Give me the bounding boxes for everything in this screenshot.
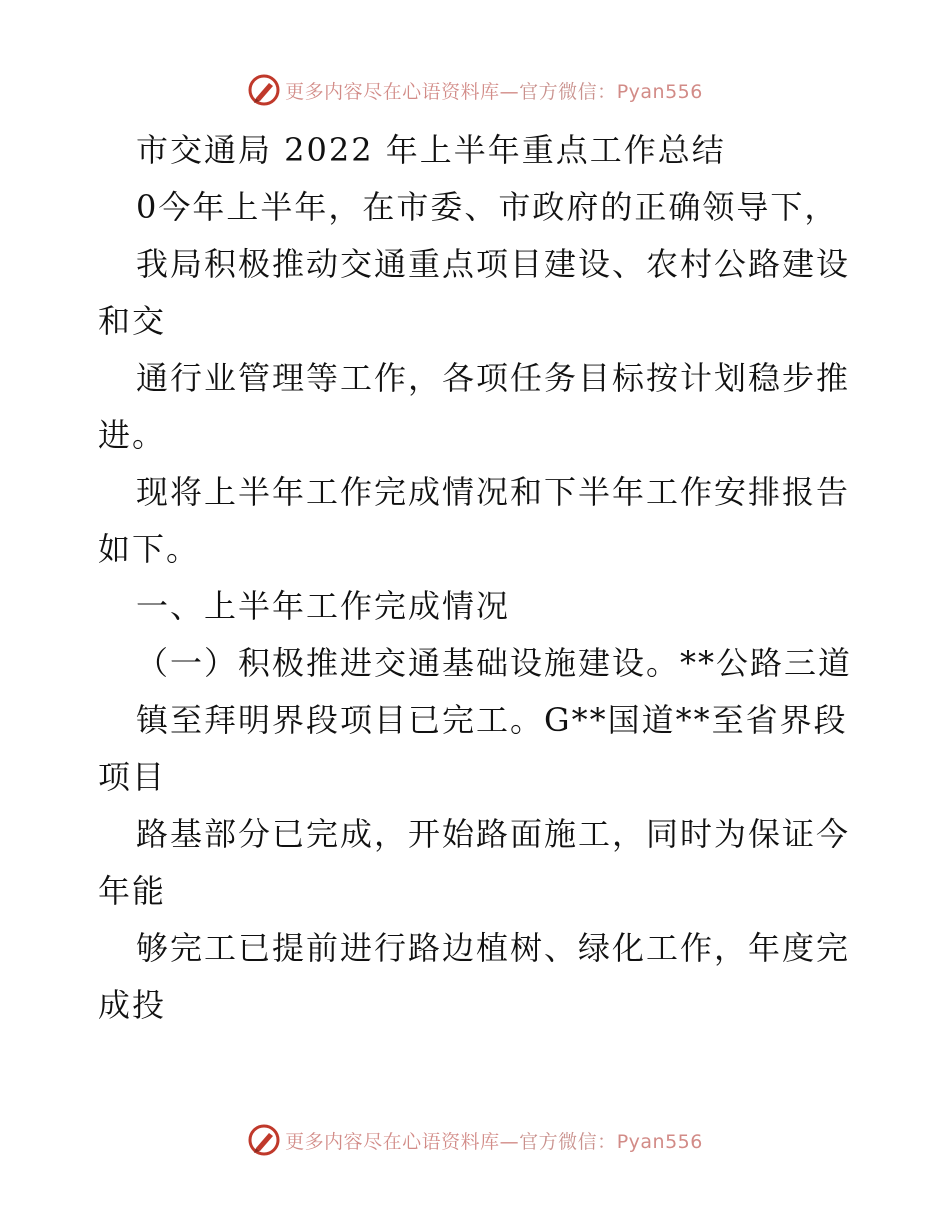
- banner-tag: 官方微信：: [519, 1130, 617, 1153]
- document-body: [98, 122, 858, 1034]
- banner-dash: —: [499, 1130, 520, 1153]
- text-line: 路基部分已完成，开始路面施工，同时为保证今: [136, 815, 851, 853]
- text-line: 年能: [98, 872, 167, 910]
- text-line: 镇至拜明界段项目已完工。G**国道**至省界段: [136, 701, 848, 739]
- pen-logo-icon: [247, 1123, 281, 1157]
- text-line: 现将上半年工作完成情况和下半年工作安排报告: [136, 473, 851, 511]
- banner-text: [285, 1127, 703, 1154]
- text-line: 如下。: [98, 530, 201, 568]
- banner-tag: 官方微信：: [519, 80, 617, 103]
- header-banner: [0, 70, 950, 110]
- text-line: 成投: [98, 986, 167, 1024]
- text-line: 通行业管理等工作，各项任务目标按计划稳步推: [136, 359, 851, 397]
- text-line: 够完工已提前进行路边植树、绿化工作，年度完: [136, 929, 851, 967]
- banner-text: [285, 77, 703, 104]
- banner-account: Pyan556: [616, 1130, 703, 1153]
- footer-banner: [0, 1120, 950, 1160]
- text-line: 我局积极推动交通重点项目建设、农村公路建设: [136, 245, 851, 283]
- text-line: 0今年上半年，在市委、市政府的正确领导下，: [136, 188, 839, 226]
- section-heading: 一、上半年工作完成情况: [136, 587, 511, 625]
- text-line: 项目: [98, 758, 167, 796]
- text-line: （一）积极推进交通基础设施建设。**公路三道: [136, 644, 853, 682]
- banner-dash: —: [499, 80, 520, 103]
- pen-logo-icon: [247, 73, 281, 107]
- text-line: 和交: [98, 302, 167, 340]
- document-title: 市交通局 2022 年上半年重点工作总结: [136, 131, 726, 169]
- banner-account: Pyan556: [616, 80, 703, 103]
- banner-slogan: 更多内容尽在心语资料库: [285, 80, 500, 103]
- banner-slogan: 更多内容尽在心语资料库: [285, 1130, 500, 1153]
- text-line: 进。: [98, 416, 167, 454]
